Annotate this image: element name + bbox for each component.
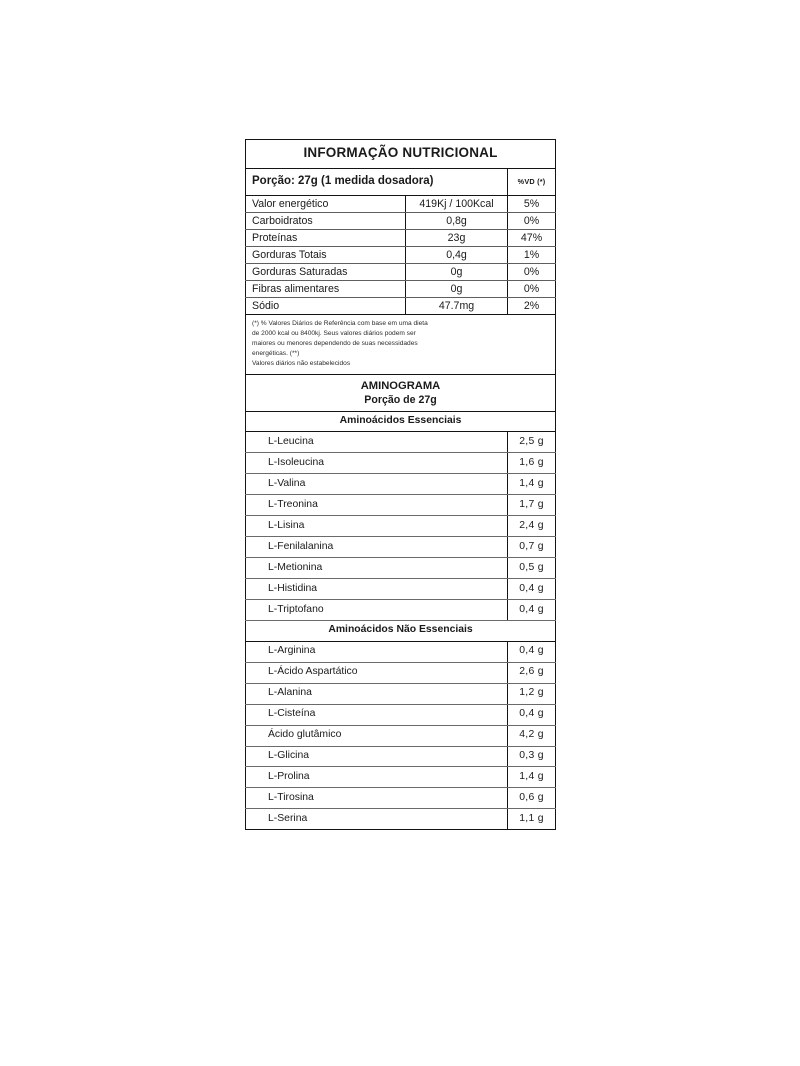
table-row xyxy=(246,516,556,537)
table-row xyxy=(246,196,556,213)
footnote-line: energéticas. (**) xyxy=(252,349,300,357)
table-row xyxy=(246,213,556,230)
table-row xyxy=(246,767,556,788)
amino-acid-name: L-Treonina xyxy=(246,495,508,516)
amino-acid-amount: 1,4 g xyxy=(508,767,556,788)
amino-acid-amount: 0,4 g xyxy=(508,704,556,725)
nutrient-vd: 1% xyxy=(508,247,556,264)
amino-acid-amount: 4,2 g xyxy=(508,725,556,746)
nutrient-vd: 2% xyxy=(508,298,556,315)
amino-acid-amount: 1,2 g xyxy=(508,683,556,704)
amino-acid-amount: 1,1 g xyxy=(508,809,556,830)
table-row xyxy=(246,788,556,809)
daily-values-footnote xyxy=(252,319,549,368)
table-row xyxy=(246,558,556,579)
nutrient-vd: 47% xyxy=(508,230,556,247)
table-row xyxy=(246,641,556,662)
nutrient-value: 23g xyxy=(406,230,508,247)
amino-acid-amount: 0,3 g xyxy=(508,746,556,767)
amino-acid-name: L-Valina xyxy=(246,474,508,495)
amino-acid-name: L-Metionina xyxy=(246,558,508,579)
amino-acid-name: L-Alanina xyxy=(246,683,508,704)
amino-acid-name: L-Glicina xyxy=(246,746,508,767)
nutrient-vd: 0% xyxy=(508,264,556,281)
amino-acid-amount: 2,6 g xyxy=(508,662,556,683)
amino-acid-amount: 0,6 g xyxy=(508,788,556,809)
nutrient-label: Carboidratos xyxy=(246,213,406,230)
table-row xyxy=(246,264,556,281)
amino-acid-amount: 0,4 g xyxy=(508,600,556,621)
nutrient-value: 0,4g xyxy=(406,247,508,264)
table-row xyxy=(246,746,556,767)
nutrient-label: Proteínas xyxy=(246,230,406,247)
aminogram-title: AMINOGRAMA xyxy=(360,379,441,392)
nutrient-vd: 0% xyxy=(508,213,556,230)
amino-acid-amount: 0,4 g xyxy=(508,579,556,600)
non-essential-group-header: Aminoácidos Não Essenciais xyxy=(246,621,556,641)
nutrient-label: Sódio xyxy=(246,298,406,315)
aminogram-subtitle-row xyxy=(246,394,556,412)
nutrient-label: Valor energético xyxy=(246,196,406,213)
amino-acid-name: Ácido glutâmico xyxy=(246,725,508,746)
table-row xyxy=(246,537,556,558)
amino-acid-name: L-Lisina xyxy=(246,516,508,537)
amino-acid-name: L-Ácido Aspartático xyxy=(246,662,508,683)
footnote-line: (*) % Valores Diários de Referência com base em uma dieta xyxy=(252,320,428,328)
essential-group-header: Aminoácidos Essenciais xyxy=(246,411,556,431)
table-row xyxy=(246,453,556,474)
table-row xyxy=(246,809,556,830)
table-row xyxy=(246,725,556,746)
amino-acid-name: L-Histidina xyxy=(246,579,508,600)
table-row xyxy=(246,495,556,516)
aminogram-title-row xyxy=(246,374,556,394)
amino-acid-name: L-Serina xyxy=(268,812,308,824)
table-row xyxy=(246,230,556,247)
amino-acid-name: L-Tirosina xyxy=(246,788,508,809)
amino-acid-amount: 2,5 g xyxy=(508,432,556,453)
amino-acid-amount: 0,5 g xyxy=(508,558,556,579)
nutrient-value: 0,8g xyxy=(406,213,508,230)
table-row xyxy=(246,247,556,264)
table-row xyxy=(246,662,556,683)
amino-acid-name: L-Leucina xyxy=(246,432,508,453)
table-row xyxy=(246,474,556,495)
portion-label: Porção: 27g (1 medida dosadora) xyxy=(246,168,508,195)
nutrition-facts-table xyxy=(245,139,556,830)
amino-acid-amount: 0,4 g xyxy=(508,641,556,662)
essential-group-header-row xyxy=(246,411,556,431)
amino-acid-amount: 2,4 g xyxy=(508,516,556,537)
nutrient-label: Fibras alimentares xyxy=(246,281,406,298)
amino-acid-name: L-Prolina xyxy=(246,767,508,788)
nutrient-value: 0g xyxy=(406,281,508,298)
non-essential-group-header-row xyxy=(246,621,556,641)
amino-acid-amount: 1,7 g xyxy=(508,495,556,516)
table-row xyxy=(246,600,556,621)
table-row xyxy=(246,579,556,600)
amino-acid-name: L-Triptofano xyxy=(246,600,508,621)
table-row xyxy=(246,683,556,704)
amino-acid-name: L-Fenilalanina xyxy=(246,537,508,558)
amino-acid-name: L-Isoleucina xyxy=(246,453,508,474)
nutrient-label: Gorduras Totais xyxy=(246,247,406,264)
nutrient-label: Gorduras Saturadas xyxy=(246,264,406,281)
portion-row xyxy=(246,168,556,195)
nutrient-value: 47.7mg xyxy=(406,298,508,315)
amino-acid-name: L-Cisteína xyxy=(246,704,508,725)
table-row xyxy=(246,704,556,725)
table-row xyxy=(246,432,556,453)
page-title: INFORMAÇÃO NUTRICIONAL xyxy=(246,140,556,169)
footnote-row xyxy=(246,315,556,374)
footnote-line: de 2000 kcal ou 8400kj. Seus valores diários podem ser xyxy=(252,329,416,337)
nutrient-vd: 5% xyxy=(508,196,556,213)
nutrition-title-row xyxy=(246,140,556,169)
amino-acid-amount: 0,7 g xyxy=(508,537,556,558)
vd-column-header: %VD (*) xyxy=(508,168,556,195)
amino-acid-amount: 1,4 g xyxy=(508,474,556,495)
footnote-line: Valores diários não estabelecidos xyxy=(252,359,351,367)
table-row xyxy=(246,298,556,315)
nutrient-value: 419Kj / 100Kcal xyxy=(406,196,508,213)
amino-acid-amount: 1,6 g xyxy=(508,453,556,474)
footnote-line: maiores ou menores dependendo de suas necessidades xyxy=(252,339,418,347)
nutrient-value: 0g xyxy=(406,264,508,281)
amino-acid-name: L-Arginina xyxy=(246,641,508,662)
table-row xyxy=(246,281,556,298)
nutrient-vd: 0% xyxy=(508,281,556,298)
aminogram-subtitle: Porção de 27g xyxy=(246,394,556,412)
nutrition-label xyxy=(245,139,555,830)
